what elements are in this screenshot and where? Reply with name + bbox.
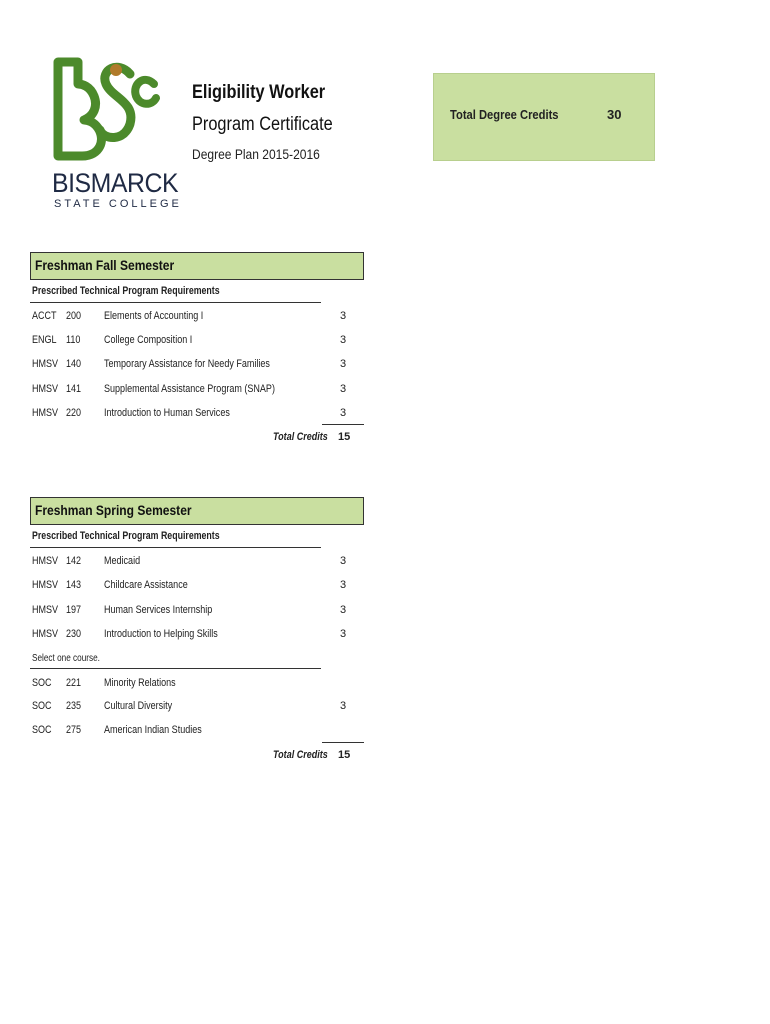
course-number: 140: [66, 358, 82, 370]
course-credits: 3: [340, 334, 347, 346]
course-number: 141: [66, 383, 82, 395]
course-dept: ACCT: [32, 310, 57, 322]
course-title: Introduction to Helping Skills: [104, 628, 218, 640]
course-title: American Indian Studies: [104, 724, 202, 736]
fall-divider: [30, 302, 321, 303]
course-credits: 3: [340, 555, 347, 567]
total-degree-credits-value: 30: [607, 107, 622, 122]
course-dept: SOC: [32, 700, 52, 712]
course-credits: 3: [340, 604, 347, 616]
college-logo: [48, 44, 182, 214]
logo-name: BISMARCK: [52, 168, 179, 198]
spring-semester-header: [30, 497, 364, 525]
course-credits: 3: [340, 407, 347, 419]
course-title: College Composition I: [104, 334, 193, 346]
course-number: 221: [66, 677, 82, 689]
course-number: 143: [66, 579, 82, 591]
course-credits: 3: [340, 628, 347, 640]
course-number: 220: [66, 407, 82, 419]
course-title: Temporary Assistance for Needy Families: [104, 358, 270, 370]
spring-total-value: 15: [338, 749, 351, 761]
total-degree-credits-label: Total Degree Credits: [450, 107, 559, 122]
course-number: 230: [66, 628, 82, 640]
course-title: Introduction to Human Services: [104, 407, 230, 419]
fall-total-rule: [322, 424, 364, 425]
course-credits: 3: [340, 310, 347, 322]
bsc-monogram-icon: [48, 44, 168, 164]
course-dept: HMSV: [32, 383, 59, 395]
program-title: Eligibility Worker: [192, 82, 326, 103]
course-number: 197: [66, 604, 82, 616]
course-credits: 3: [340, 358, 347, 370]
elective-note: Select one course.: [32, 653, 100, 664]
course-title: Elements of Accounting I: [104, 310, 204, 322]
course-dept: HMSV: [32, 579, 59, 591]
course-number: 142: [66, 555, 82, 567]
course-number: 235: [66, 700, 82, 712]
course-dept: HMSV: [32, 604, 59, 616]
course-number: 110: [66, 334, 81, 346]
course-title: Human Services Internship: [104, 604, 213, 616]
fall-semester-header: [30, 252, 364, 280]
course-dept: SOC: [32, 677, 52, 689]
logo-subname: STATE COLLEGE: [54, 198, 182, 210]
spring-subhead: Prescribed Technical Program Requirements: [32, 530, 220, 542]
course-dept: SOC: [32, 724, 52, 736]
course-title: Medicaid: [104, 555, 141, 567]
fall-semester-title: Freshman Fall Semester: [35, 257, 175, 273]
course-credits: 3: [340, 579, 347, 591]
course-dept: HMSV: [32, 628, 59, 640]
total-degree-credits-box: [433, 73, 655, 161]
course-dept: HMSV: [32, 555, 59, 567]
spring-total-rule: [322, 742, 364, 743]
course-title: Cultural Diversity: [104, 700, 173, 712]
fall-total-value: 15: [338, 431, 351, 443]
course-dept: ENGL: [32, 334, 57, 346]
course-number: 275: [66, 724, 82, 736]
course-credits: 3: [340, 383, 347, 395]
course-title: Supplemental Assistance Program (SNAP): [104, 383, 275, 395]
course-dept: HMSV: [32, 358, 59, 370]
program-subtitle: Program Certificate: [192, 114, 333, 135]
course-title: Childcare Assistance: [104, 579, 188, 591]
elective-divider: [30, 668, 321, 669]
course-dept: HMSV: [32, 407, 59, 419]
fall-subhead: Prescribed Technical Program Requirements: [32, 285, 220, 297]
course-title: Minority Relations: [104, 677, 176, 689]
fall-total-label: Total Credits: [273, 431, 328, 443]
spring-divider: [30, 547, 321, 548]
course-number: 200: [66, 310, 82, 322]
degree-plan: Degree Plan 2015-2016: [192, 146, 320, 162]
spring-semester-title: Freshman Spring Semester: [35, 502, 192, 518]
course-credits: 3: [340, 700, 347, 712]
spring-total-label: Total Credits: [273, 749, 328, 761]
